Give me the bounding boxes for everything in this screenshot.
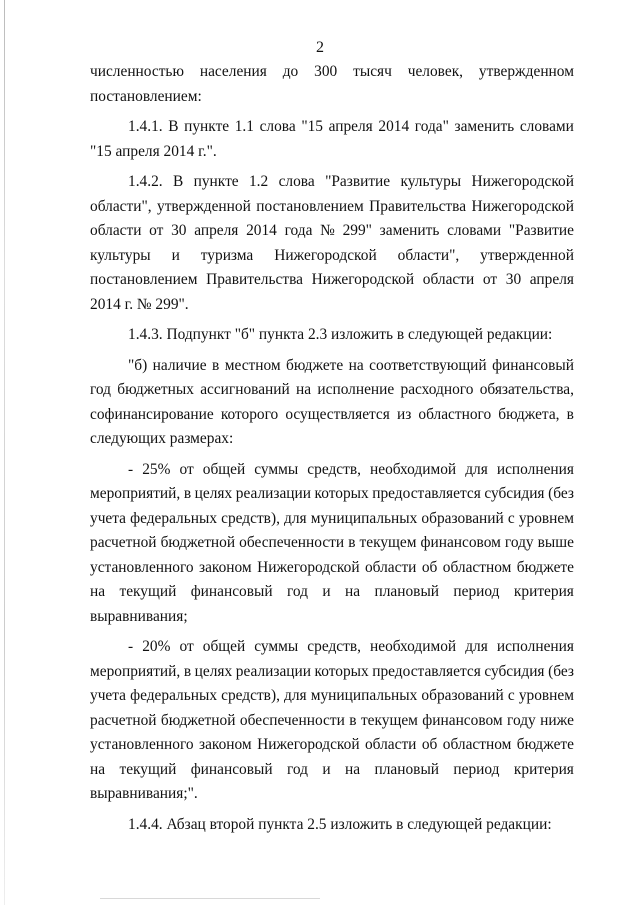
word: для	[465, 638, 488, 655]
word: 1.1	[234, 118, 254, 135]
word: области	[364, 736, 417, 753]
word: мероприятий,	[90, 485, 181, 502]
paragraph-1-4-4	[90, 813, 574, 838]
word: финансовом	[420, 534, 501, 551]
scan-edge-bottom	[100, 898, 320, 899]
word: период	[453, 583, 500, 600]
word: словами	[447, 222, 502, 239]
word: период	[453, 760, 500, 778]
paragraph-25-percent	[90, 458, 574, 630]
word: -	[128, 460, 134, 478]
word: обеспеченности	[239, 711, 345, 729]
word: 300	[314, 63, 338, 80]
word: Нижегородской	[257, 558, 360, 576]
word: №	[320, 222, 335, 239]
word: "б)	[128, 356, 148, 374]
word: (без	[548, 485, 574, 502]
word: бюджета,	[498, 405, 560, 423]
word: году	[507, 711, 536, 729]
text-line: постановлением:	[90, 87, 202, 105]
word: области	[422, 271, 475, 288]
text-line	[90, 758, 574, 783]
word: В	[168, 118, 179, 135]
word: областного	[418, 405, 492, 423]
word: необходимой	[370, 460, 457, 478]
word: -	[128, 638, 134, 655]
word: численностью	[90, 63, 184, 80]
word: бюджетной	[160, 534, 236, 551]
word: обеспеченности	[239, 534, 345, 551]
text-line	[90, 268, 574, 293]
word: финансовый	[190, 760, 273, 778]
text-line	[90, 733, 574, 758]
word: от	[179, 460, 194, 478]
word: обязательства,	[479, 381, 574, 398]
text-line	[90, 580, 574, 605]
text-line	[90, 531, 574, 556]
word: области	[364, 558, 417, 576]
word: для	[284, 687, 307, 704]
word: 1.4.2.	[128, 173, 163, 190]
text-line: выравнивания;".	[90, 785, 198, 802]
word: текущем	[359, 534, 417, 551]
word: с	[507, 687, 515, 704]
word: ассигнований	[200, 381, 290, 398]
word: ниже	[540, 711, 574, 729]
text-line: следующих размерах:	[90, 430, 234, 447]
word: критерия	[513, 760, 574, 778]
word: от	[482, 271, 498, 288]
word: суммы	[254, 638, 299, 655]
word: которых	[314, 662, 369, 680]
text-line	[90, 195, 574, 220]
word: расчетной	[90, 711, 157, 729]
word: населения	[199, 63, 267, 80]
word: общей	[202, 638, 246, 655]
paragraph-20-percent	[90, 635, 574, 807]
word: бюджетной	[160, 711, 236, 729]
word: субсидия	[484, 662, 545, 680]
text-line: выравнивания;	[90, 607, 188, 625]
paragraph-quote-b	[90, 354, 574, 452]
text-line	[90, 60, 574, 85]
word: плановый	[374, 583, 440, 600]
word: учета	[90, 687, 127, 704]
word: слова	[278, 173, 315, 190]
word: Правительства	[206, 271, 303, 288]
word: области",	[90, 197, 152, 215]
word: в	[566, 405, 574, 423]
paragraph-1-4-2	[90, 170, 574, 317]
word: заменить	[379, 222, 440, 239]
word: расходного	[400, 381, 474, 398]
word: В	[173, 173, 184, 190]
word: года"	[414, 118, 449, 135]
word: местном	[224, 356, 281, 374]
word: 20%	[142, 638, 171, 655]
word: культуры	[90, 246, 151, 264]
word: федеральных	[130, 509, 218, 527]
word: и	[322, 760, 331, 778]
word: учета	[90, 509, 127, 527]
paragraph-1-4-1	[90, 115, 574, 140]
word: бюджете	[516, 558, 574, 576]
word: общей	[202, 460, 246, 478]
word: расчетной	[90, 534, 157, 551]
word: уровнем	[518, 687, 574, 704]
word: об	[421, 558, 438, 576]
word: Нижегородской	[257, 736, 360, 753]
word: для	[465, 460, 488, 478]
text-line: 1.4.4. Абзац второй пункта 2.5 изложить в следующей редакции:	[128, 815, 552, 833]
word: до	[282, 63, 299, 80]
word: год	[286, 760, 308, 778]
word: исполнения	[496, 638, 574, 655]
text-line	[90, 354, 574, 379]
word: целях	[194, 485, 233, 502]
text-line	[90, 458, 574, 483]
word: текущий	[119, 760, 177, 778]
word: 299"	[342, 222, 372, 239]
text-line: 1.4.3. Подпункт "б" пункта 2.3 изложить в следующей редакции:	[128, 326, 553, 343]
word: апреля	[328, 118, 373, 135]
word: "Развитие	[508, 222, 574, 239]
word: "Развитие	[325, 173, 391, 190]
word: мероприятий,	[90, 662, 181, 680]
word: предоставляется	[372, 662, 481, 680]
paragraph-1-4-1-cont	[90, 140, 574, 165]
text-line	[90, 709, 574, 734]
word: реализации	[235, 485, 311, 502]
word: предоставляется	[372, 485, 481, 502]
word: слова	[259, 118, 296, 135]
paragraph-1-4-3	[90, 323, 574, 348]
word: Нижегородской	[311, 271, 415, 288]
word: в	[183, 662, 192, 680]
word: об	[421, 736, 438, 753]
word: утвержденном	[478, 63, 574, 80]
text-line	[90, 684, 574, 709]
word: апреля	[194, 222, 239, 239]
word: установленного	[90, 558, 194, 576]
word: софинансирование	[90, 405, 214, 423]
word: в	[349, 711, 357, 729]
word: (без	[548, 662, 574, 680]
word: муниципальных	[310, 509, 418, 527]
word: бюджете	[286, 356, 344, 374]
word: областном	[442, 736, 512, 753]
word: критерия	[513, 583, 574, 600]
word: пункте	[184, 118, 230, 135]
word: федеральных	[130, 687, 218, 704]
word: для	[284, 509, 307, 527]
word: соответствующий	[369, 356, 487, 374]
word: области",	[397, 246, 460, 264]
paragraph-continuation	[90, 60, 574, 109]
word: финансовом	[422, 711, 503, 729]
word: утвержденной	[480, 246, 574, 264]
word: тысяч	[353, 63, 392, 80]
word: средств),	[221, 509, 280, 527]
word: суммы	[254, 460, 299, 478]
word: на	[345, 760, 361, 778]
text-line: "15 апреля 2014 г.".	[90, 142, 217, 160]
word: словами	[519, 118, 574, 135]
word: Нижегородской	[471, 197, 574, 215]
word: 2014	[246, 222, 277, 239]
word: установленного	[90, 736, 194, 753]
text-line	[90, 403, 574, 428]
word: законом	[198, 736, 252, 753]
word: с	[507, 509, 515, 527]
text-line	[90, 635, 574, 660]
word: от	[149, 222, 164, 239]
word: текущем	[360, 711, 418, 729]
text-line	[90, 170, 574, 195]
word: целях	[194, 662, 233, 680]
word: утвержденной	[157, 197, 251, 215]
word: необходимой	[370, 638, 457, 655]
word: постановлением	[90, 271, 198, 288]
word: апреля	[529, 271, 574, 288]
scan-edge-left	[4, 0, 5, 905]
word: на	[348, 356, 364, 374]
word: на	[296, 381, 312, 398]
text-line	[90, 507, 574, 532]
word: плановый	[374, 760, 440, 778]
word: которых	[314, 485, 369, 502]
word: областном	[442, 558, 512, 576]
document-body	[90, 60, 574, 843]
word: 2014	[378, 118, 410, 135]
word: уровнем	[518, 509, 574, 527]
text-line	[90, 482, 574, 507]
word: Нижегородской	[274, 246, 377, 264]
word: 1.4.1.	[128, 118, 163, 135]
word: выше	[537, 534, 574, 551]
word: постановлением	[256, 197, 364, 215]
text-line	[90, 660, 574, 685]
text-line	[90, 378, 574, 403]
word: туризма	[200, 246, 254, 264]
word: "15	[301, 118, 323, 135]
text-line	[90, 219, 574, 244]
word: законом	[198, 558, 252, 576]
word: исполнение	[317, 381, 395, 398]
word: 1.2	[248, 173, 269, 190]
word: бюджетных	[117, 381, 194, 398]
word: текущий	[119, 583, 177, 600]
word: бюджете	[516, 736, 574, 753]
word: из	[396, 405, 412, 423]
word: средств,	[307, 638, 361, 655]
word: пункте	[193, 173, 239, 190]
word: исполнения	[496, 460, 574, 478]
word: в	[348, 534, 356, 551]
word: и	[171, 246, 180, 264]
word: 30	[171, 222, 187, 239]
word: в	[183, 485, 192, 502]
word: и	[322, 583, 331, 600]
word: реализации	[235, 662, 311, 680]
word: 30	[505, 271, 522, 288]
text-line	[128, 115, 574, 140]
word: осуществляется	[285, 405, 390, 423]
word: образований	[421, 509, 504, 527]
word: год	[286, 583, 308, 600]
word: Нижегородской	[471, 173, 574, 190]
word: области	[90, 222, 142, 239]
word: наличие	[152, 356, 207, 374]
word: на	[90, 583, 106, 600]
word: от	[179, 638, 194, 655]
word: культуры	[400, 173, 462, 190]
word: средств,	[307, 460, 361, 478]
word: Правительства	[369, 197, 467, 215]
word: которого	[220, 405, 279, 423]
word: средств),	[221, 687, 280, 704]
word: муниципальных	[310, 687, 418, 704]
word: образований	[421, 687, 504, 704]
word: в	[212, 356, 220, 374]
word: субсидия	[484, 485, 545, 502]
text-line	[90, 556, 574, 581]
text-line	[90, 244, 574, 269]
word: году	[504, 534, 534, 551]
word: года	[284, 222, 313, 239]
page-number: 2	[316, 39, 324, 56]
word: человек,	[407, 63, 464, 80]
word: год	[90, 381, 112, 398]
word: заменить	[454, 118, 515, 135]
word: финансовый	[492, 356, 574, 374]
text-line: 2014 г. № 299".	[90, 295, 189, 313]
word: на	[90, 760, 106, 778]
word: на	[345, 583, 361, 600]
word: финансовый	[190, 583, 273, 600]
word: 25%	[142, 460, 171, 478]
